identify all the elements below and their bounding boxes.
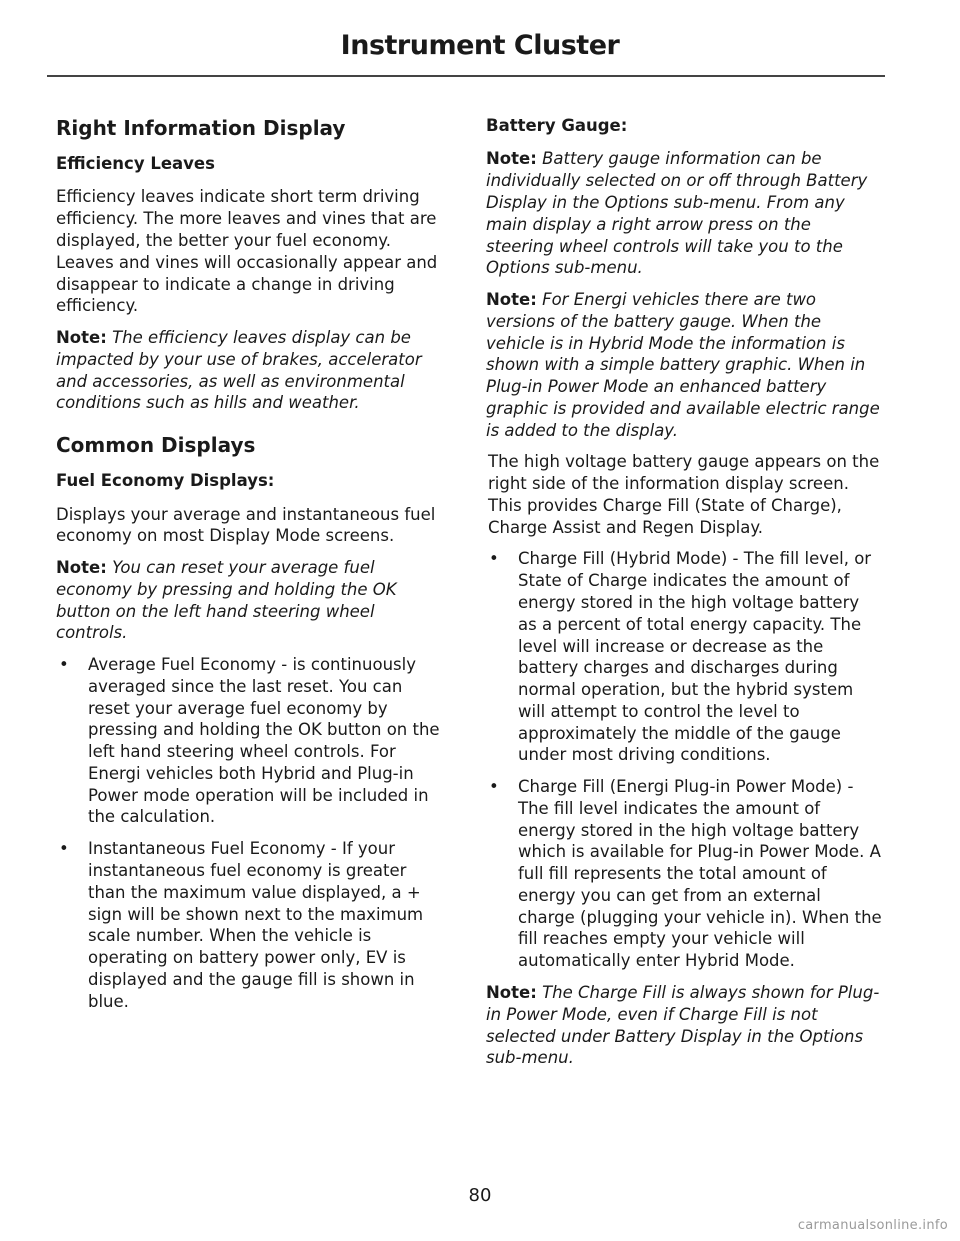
list-item xyxy=(486,776,882,972)
note-label: Note: xyxy=(56,558,107,578)
bullet-icon: • xyxy=(59,655,69,675)
header-divider xyxy=(47,75,885,77)
bullet-icon: • xyxy=(489,549,499,569)
list-item-text: Charge Fill (Hybrid Mode) - The fill level, or State of Charge indicates the amount of energy stored in the high voltage battery as a percent of total energy capacity. The level will increase or decrease as the battery charges and discharges during normal operation, but the hybrid system will attempt to control the level to approximately the middle of the gauge under most driving conditions. xyxy=(518,549,872,765)
subheading-fuel-economy-displays: Fuel Economy Displays: xyxy=(56,471,275,491)
list-item xyxy=(486,548,882,766)
note-text: For Energi vehicles there are two versions of the battery gauge. When the vehicle is in Hybrid Mode the information is shown with a simple battery graphic. When in Plug-in Power Mode an enhanced battery graphic is provided and available electric range is added to the display. xyxy=(486,290,880,440)
subheading-battery-gauge: Battery Gauge: xyxy=(486,116,628,135)
note-charge-fill-always-shown xyxy=(486,982,882,1069)
fuel-economy-bullet-list xyxy=(56,654,448,1012)
note-label: Note: xyxy=(486,149,537,169)
section-heading-common-displays: Common Displays xyxy=(56,433,256,458)
list-item-text: Charge Fill (Energi Plug-in Power Mode) - The fill level indicates the amount of energy stored in the high voltage battery which is available for Plug-in Power Mode. A full fill represents the total amount of energy you can get from an external charge (plugging your vehicle in). When the fill reaches empty your vehicle will automatically enter Hybrid Mode. xyxy=(518,777,882,971)
list-item xyxy=(56,654,448,828)
note-label: Note: xyxy=(486,290,537,310)
note-text: You can reset your average fuel economy by pressing and holding the OK button on the left hand steering wheel controls. xyxy=(56,558,397,643)
note-label: Note: xyxy=(56,328,107,348)
bullet-icon: • xyxy=(59,839,69,859)
right-column xyxy=(486,115,882,1079)
subheading-efficiency-leaves: Efficiency Leaves xyxy=(56,154,215,173)
note-label: Note: xyxy=(486,983,537,1002)
watermark-text: carmanualsonline.info xyxy=(797,1218,948,1233)
note-text: The efficiency leaves display can be impacted by your use of brakes, accelerator and accessories, as well as environmental conditions such as hills and weather. xyxy=(56,328,422,413)
paragraph-fuel-economy: Displays your average and instantaneous fuel economy on most Display Mode screens. xyxy=(56,504,436,546)
section-heading-right-information-display: Right Information Display xyxy=(56,116,346,140)
list-item-text: Average Fuel Economy - is continuously averaged since the last reset. You can reset your average fuel economy by pressing and holding the OK button on the left hand steering wheel controls. For Energi vehicles both Hybrid and Plug-in Power mode operation will be included in the calculation. xyxy=(88,655,440,827)
list-item xyxy=(56,838,448,1012)
note-efficiency-leaves xyxy=(56,327,448,414)
page-number: 80 xyxy=(468,1185,492,1206)
paragraph-efficiency-leaves: Efficiency leaves indicate short term driving efficiency. The more leaves and vines that are displayed, the better your fuel economy. Leaves and vines will occasionally appear and disappear to indicate a change in driving efficiency. xyxy=(56,187,438,316)
paragraph-high-voltage-gauge: The high voltage battery gauge appears on the right side of the information display screen. This provides Charge Fill (State of Charge), Charge Assist and Regen Display. xyxy=(488,452,880,537)
left-column xyxy=(56,115,448,1022)
list-item-text: Instantaneous Fuel Economy - If your instantaneous fuel economy is greater than the maximum value displayed, a + sign will be shown next to the maximum scale number. When the vehicle is operating on battery power only, EV is displayed and the gauge fill is shown in blue. xyxy=(88,839,424,1011)
note-fuel-economy xyxy=(56,557,448,644)
page-header-title: Instrument Cluster xyxy=(340,30,620,61)
note-text: The Charge Fill is always shown for Plug-in Power Mode, even if Charge Fill is not selected under Battery Display in the Options sub-menu. xyxy=(486,983,880,1068)
charge-fill-bullet-list xyxy=(486,548,882,972)
bullet-icon: • xyxy=(489,777,499,797)
note-text: Battery gauge information can be individually selected on or off through Battery Display in the Options sub-menu. From any main display a right arrow press on the steering wheel controls will take you to the Options sub-menu. xyxy=(486,149,868,278)
note-energi-battery-versions xyxy=(486,289,882,441)
note-battery-options xyxy=(486,148,882,279)
